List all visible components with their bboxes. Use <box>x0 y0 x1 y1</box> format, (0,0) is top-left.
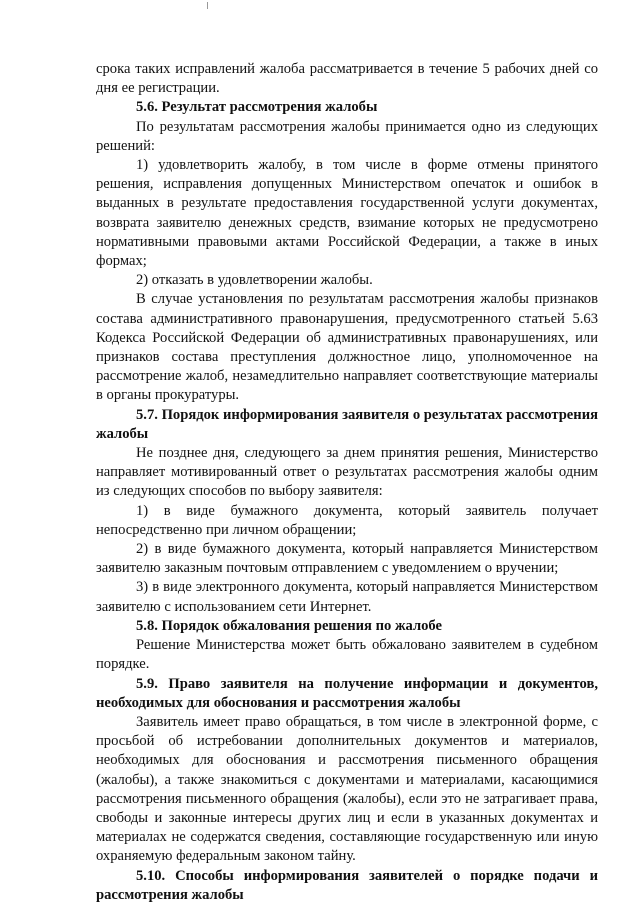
scan-mark <box>207 2 208 9</box>
list-item: 2) отказать в удовлетворении жалобы. <box>136 272 373 289</box>
paragraph: По результатам рассмотрения жалобы принимается одно из следующих решений: <box>96 118 598 154</box>
section-heading-5-9: 5.9. Право заявителя на получение информации и документов, необходимых для обоснования и рассмотрения жалобы <box>96 675 598 711</box>
section-heading-5-7: 5.7. Порядок информирования заявителя о результатах рассмотрения жалобы <box>96 406 598 442</box>
document-body <box>96 60 598 905</box>
paragraph-continuation: срока таких исправлений жалоба рассматривается в течение 5 рабочих дней со дня ее регистрации. <box>96 61 598 97</box>
list-item: 1) в виде бумажного документа, который заявитель получает непосредственно при личном обращении; <box>96 502 598 538</box>
section-heading-5-8: 5.8. Порядок обжалования решения по жалобе <box>136 617 443 634</box>
list-item: 2) в виде бумажного документа, который направляется Министерством заявителю заказным почтовым отправлением с уведомлением о вручении; <box>96 541 598 577</box>
paragraph: Решение Министерства может быть обжаловано заявителем в судебном порядке. <box>96 637 598 673</box>
section-heading-5-10: 5.10. Способы информирования заявителей о порядке подачи и рассмотрения жалобы <box>96 867 598 903</box>
list-item: 1) удовлетворить жалобу, в том числе в форме отмены принятого решения, исправления допущенных Министерством опечаток и ошибок в выданных в результате предоставления государственной услуги документах, возврата заявителю денежных средств, взимание которых не предусмотрено нормативными правовыми актами Российской Федерации, а также в иных формах; <box>96 157 598 270</box>
paragraph: Не позднее дня, следующего за днем принятия решения, Министерство направляет мотивированный ответ о результатах рассмотрения жалобы одним из следующих способов по выбору заявителя: <box>96 445 598 500</box>
paragraph: В случае установления по результатам рассмотрения жалобы признаков состава административного правонарушения, предусмотренного статьей 5.63 Кодекса Российской Федерации об административных правонарушениях, или признаков состава преступления должностное лицо, уполномоченное на рассмотрение жалоб, незамедлительно направляет соответствующие материалы в органы прокуратуры. <box>96 291 598 404</box>
list-item: 3) в виде электронного документа, который направляется Министерством заявителю с использованием сети Интернет. <box>96 579 598 615</box>
section-heading-5-6: 5.6. Результат рассмотрения жалобы <box>136 99 378 116</box>
paragraph: Заявитель имеет право обращаться, в том числе в электронной форме, с просьбой об истребовании дополнительных документов и материалов, необходимых для обоснования и рассмотрения письменного обращения (жалобы), а также знакомиться с документами и материалами, касающимися рассмотрения письменного обращения (жалобы), если это не затрагивает права, свободы и законные интересы других лиц и если в указанных документах и материалах не содержатся сведения, составляющие государственную или иную охраняемую федеральным законом тайну. <box>96 713 598 865</box>
